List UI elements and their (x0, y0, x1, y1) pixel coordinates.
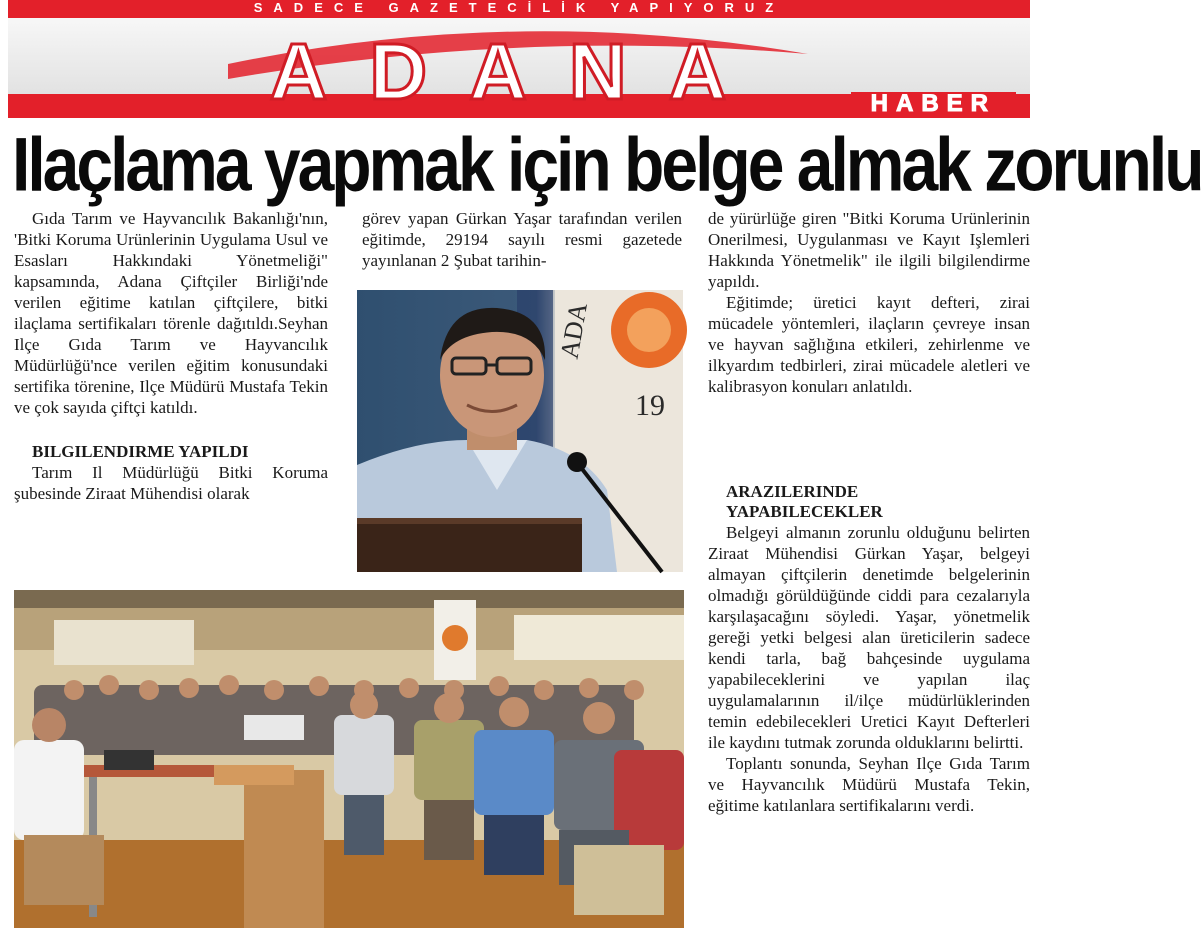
paragraph: Belgeyi almanın zorunlu olduğunu belirten Ziraat Mühendisi Gürkan Yaşar, belgeyi almayan çiftçilerin denetimde belgelerinin olmadığı görüldüğünde ciddi para cezalarıyla karşılaşacağını söyledi. Yaşar, yönetmelik gereği yetki belgesi alan üreticilerin sadece kendi tarla, bağ bahçesinde uygulama yapabileceklerini ve yapılan ilaç uygulamalarının il/ilçe müdürlüklerinden temin edebilecekleri Uretici Kayıt Defterleri ile kaydını tutmak zorunda olduklarını belirtti. (708, 523, 1030, 752)
audience-photo (14, 590, 684, 928)
newspaper-logo-sub: HABER (851, 92, 1016, 116)
audience-photo-illustration (14, 590, 684, 928)
article-column-3 (708, 208, 1030, 397)
speaker-photo-illustration (357, 290, 683, 572)
article-column-3-continued (708, 482, 1030, 816)
speaker-photo (357, 290, 683, 572)
paragraph: Tarım Il Müdürlüğü Bitki Koruma şubesinde Ziraat Mühendisi olarak (14, 463, 328, 503)
masthead-slogan: SADECE GAZETECİLİK YAPIYORUZ (253, 0, 785, 15)
article-headline: Ilaçlama yapmak için belge almak zorunlu (12, 121, 1202, 207)
article-column-1 (14, 208, 328, 504)
banner-text: ADA (554, 300, 593, 361)
article-column-2 (362, 208, 682, 271)
banner-year: 19 (635, 389, 665, 422)
section-subhead: BILGILENDIRME YAPILDI (32, 442, 249, 461)
paragraph: de yürürlüğe giren "Bitki Koruma Urünlerinin Onerilmesi, Uygulanması ve Kayıt Işlemleri Hakkında Yönetmelik" ile ilgili bilgilendirme yapıldı. (708, 209, 1030, 291)
paragraph: Eğitimde; üretici kayıt defteri, zirai mücadele yöntemleri, ilaçların çevreye insan ve hayvan sağlığına etkileri, zehirlenme ve ilkyardım tedbirleri, zirai mücadele aletleri ve kalibrasyon konuları anlatıldı. (708, 293, 1030, 396)
newspaper-logo: ADANA (269, 27, 769, 116)
masthead (8, 0, 1030, 118)
section-subhead: ARAZILERINDE (726, 482, 859, 501)
paragraph: görev yapan Gürkan Yaşar tarafından verilen eğitimde, 29194 sayılı resmi gazetede yayınlanan 2 Şubat tarihin- (362, 209, 682, 270)
paragraph: Toplantı sonunda, Seyhan Ilçe Gıda Tarım ve Hayvancılık Müdürü Mustafa Tekin, eğitime katılanlara sertifikalarını verdi. (708, 754, 1030, 815)
paragraph: Gıda Tarım ve Hayvancılık Bakanlığı'nın, 'Bitki Koruma Urünlerinin Uygulama Usul ve Esasları Hakkındaki Yönetmeliği" kapsamında, Adana Çiftçiler Birliği'nde verilen eğitime katılan çiftçilere, bitki ilaçlama sertifikaları törenle dağıtıldı.Seyhan Ilçe Gıda Tarım ve Hayvancılık Müdürlüğü'nce verilen eğitim konusundaki sertifika törenine, Ilçe Müdürü Mustafa Tekin ve çok sayıda çiftçi katıldı. (14, 209, 328, 417)
section-subhead: YAPABILECEKLER (726, 502, 883, 521)
